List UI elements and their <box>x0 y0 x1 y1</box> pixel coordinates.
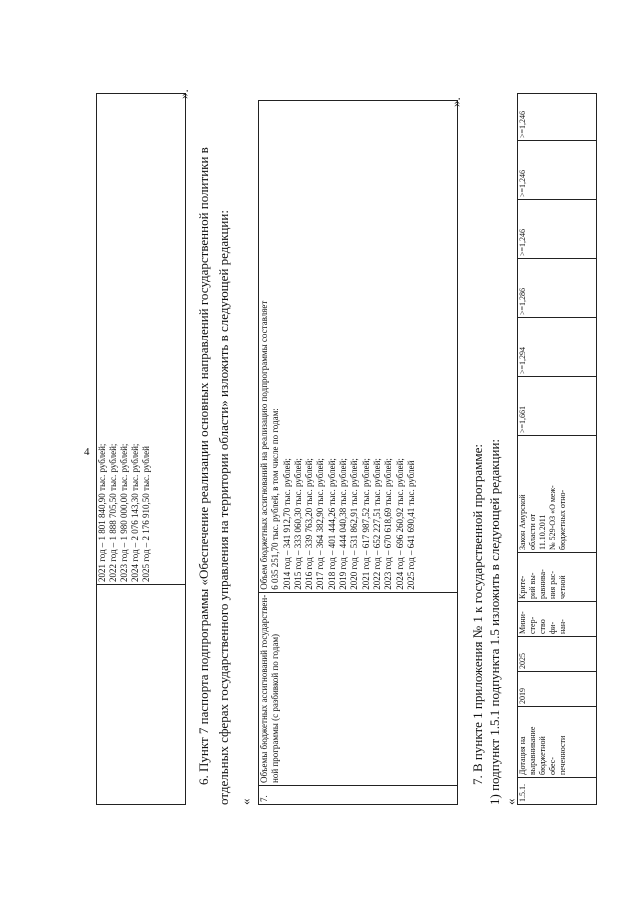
table151-source-line: № 529-ОЗ «О меж- <box>548 485 557 550</box>
table7-value-cell <box>259 101 458 593</box>
table151-source-line: области от <box>528 513 537 550</box>
top-table-close-quote: ». <box>176 89 191 99</box>
table7-value-line: 2017 год – 364 382,90 тыс. рублей; <box>315 458 326 590</box>
table151-source-line: бюджетных отно- <box>558 489 567 550</box>
table151-name-line: Дотация на <box>518 736 527 775</box>
table151-indicator-line: ния рас- <box>548 570 557 599</box>
table151-indicator-line: рий вы- <box>528 572 537 599</box>
table151-name-line: обес- <box>548 757 557 775</box>
table7-label-cell <box>259 592 458 785</box>
table151-name-line: бюджетной <box>538 736 547 775</box>
table7-value-line: 2025 год – 641 690,41 тыс. рублей <box>405 460 416 590</box>
table151-open-quote: « <box>503 798 518 805</box>
table151-name-cell <box>518 707 597 778</box>
table7-label-line: ной программы (с разбивкой по годам) <box>270 633 281 783</box>
table7-value-line: 2023 год – 670 618,69 тыс. рублей; <box>383 458 394 590</box>
table7-open-quote: « <box>238 798 253 805</box>
table7-value-line: 2020 год – 531 862,91 тыс. рублей; <box>349 458 360 590</box>
table7-value-line: 6 035 251,70 тыс. рублей, в том числе по годам: <box>270 408 281 590</box>
section7-line1: 7. В пункте 1 приложения № 1 к государственной программе: <box>470 444 485 785</box>
top-table-line: 2025 год – 2 176 910,50 тыс. рублей <box>141 446 151 582</box>
section7-line2: 1) подпункт 1.5.1 подпункта 1.5 изложить в следующей редакции: <box>487 438 502 805</box>
table7-close-quote: ». <box>448 97 463 107</box>
table7-value-line: 2015 год – 333 060,30 тыс. рублей; <box>292 458 303 590</box>
top-table-line: 2022 год – 1 888 705,50 тыс. рублей; <box>108 443 118 582</box>
table7-value-line: 2014 год – 341 912,70 тыс. рублей; <box>281 458 292 590</box>
table151-value-2022: >=1,286 <box>518 259 597 318</box>
section6-line1: 6. Пункт 7 паспорта подпрограммы «Обеспечение реализации основных направлений государственной политики в <box>196 147 211 785</box>
table151-value-2025: >=1,246 <box>518 94 597 141</box>
top-table-continuation <box>96 93 186 805</box>
table151-executor-line: стер- <box>528 616 537 634</box>
table151-value-2024: >=1,246 <box>518 141 597 200</box>
table151-value-2023: >=1,246 <box>518 200 597 259</box>
table151-value-2020: >=1,661 <box>518 377 597 436</box>
table151-indicator-cell <box>518 553 597 602</box>
table151-executor-line: ство <box>538 619 547 634</box>
table151-executor-cell <box>518 602 597 637</box>
table151-value-2021: >=1,294 <box>518 318 597 377</box>
page-number: 4 <box>84 446 90 458</box>
table7-value-line: 2016 год – 339 763,20 тыс. рублей; <box>304 458 315 590</box>
table-item-7 <box>258 100 458 805</box>
table151-number: 1.5.1. <box>518 778 597 805</box>
table151-indicator-line: Крите- <box>518 575 527 599</box>
table151-end-year: 2025 <box>518 637 597 672</box>
table151-source-line: Закон Амурской <box>518 494 527 550</box>
section6-line2: отдельных сферах государственного управления на территории области» изложить в следующей редакции: <box>216 210 231 805</box>
table151-executor-line: нан- <box>558 619 567 634</box>
table151-indicator-line: четной <box>558 575 567 599</box>
table7-value-line: 2021 год – 617 987,52 тыс. рублей; <box>360 458 371 590</box>
table7-value-line: 2018 год – 401 444,26 тыс. рублей; <box>326 458 337 590</box>
table151-name-line: печенности <box>558 735 567 775</box>
table151-executor-line: фи- <box>548 621 557 634</box>
table7-value-line: Объем бюджетных ассигнований на реализацию подпрограммы составляет <box>259 300 269 590</box>
table7-value-line: 2019 год – 444 040,38 тыс. рублей; <box>338 458 349 590</box>
table151-start-year: 2019 <box>518 672 597 707</box>
table7-value-line: 2022 год – 652 227,51 тыс. рублей; <box>371 458 382 590</box>
table151-source-cell <box>518 436 597 553</box>
top-table-empty-cell <box>97 585 186 805</box>
top-table-line: 2024 год – 2 076 143,30 тыс. рублей; <box>130 443 140 582</box>
table151-source-line: 11.10.2011 <box>538 514 547 550</box>
table151-indicator-line: равнива- <box>538 569 547 599</box>
top-table-line: 2023 год – 1 980 000,00 тыс. рублей; <box>119 443 129 582</box>
table151-name-line: выравнивание <box>528 726 537 775</box>
table7-label-line: Объемы бюджетных ассигнований государствен- <box>259 594 269 783</box>
table7-number: 7. <box>259 786 458 805</box>
top-table-line: 2021 год – 1 801 840,90 тыс. рублей; <box>97 443 107 582</box>
table-item-1-5-1 <box>517 93 597 805</box>
table7-value-line: 2024 год – 696 260,92 тыс. рублей; <box>394 458 405 590</box>
table151-executor-line: Мини- <box>518 611 527 634</box>
top-table-value-cell <box>97 94 186 585</box>
